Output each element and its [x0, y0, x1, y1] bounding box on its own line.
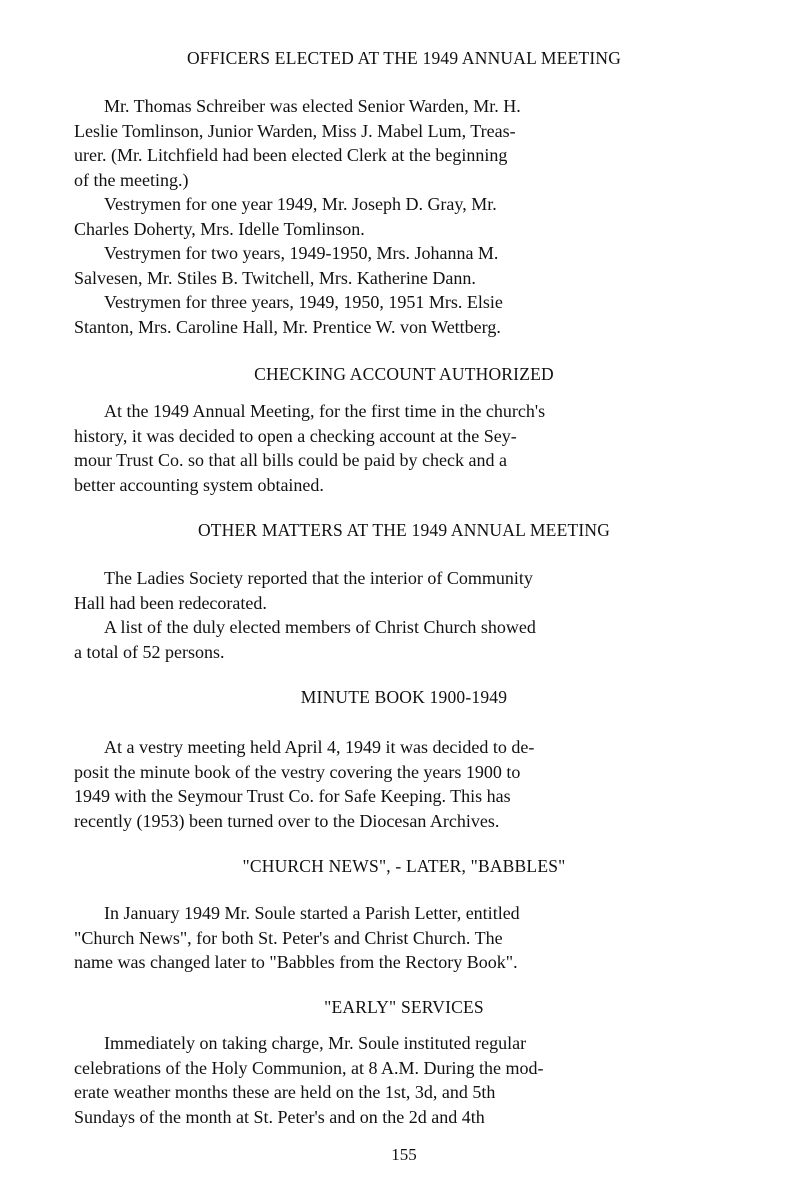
- section-heading-officers: OFFICERS ELECTED AT THE 1949 ANNUAL MEETING: [186, 48, 622, 68]
- text-line: A list of the duly elected members of Christ Church showed: [104, 617, 536, 637]
- text-line: Salvesen, Mr. Stiles B. Twitchell, Mrs. Katherine Dann.: [74, 267, 476, 288]
- section-heading-checking-account: CHECKING ACCOUNT AUTHORIZED: [254, 364, 554, 384]
- text-line: Hall had been redecorated.: [74, 592, 267, 613]
- text-line: better accounting system obtained.: [74, 474, 324, 495]
- section-body-other-matters: [74, 566, 734, 664]
- text-line: Vestrymen for one year 1949, Mr. Joseph D. Gray, Mr.: [104, 194, 497, 214]
- text-line: of the meeting.): [74, 169, 189, 190]
- text-line: posit the minute book of the vestry covering the years 1900 to: [74, 761, 521, 782]
- section-body-minute-book: [74, 735, 734, 833]
- section-body-early-services: [74, 1031, 734, 1129]
- text-line: erate weather months these are held on the 1st, 3d, and 5th: [74, 1082, 496, 1102]
- text-line: name was changed later to "Babbles from the Rectory Book".: [74, 952, 518, 972]
- document-page: [74, 0, 734, 1196]
- text-line: The Ladies Society reported that the interior of Community: [104, 568, 533, 588]
- section-heading-minute-book: MINUTE BOOK 1900-1949: [300, 687, 508, 707]
- section-heading-early-services: "EARLY" SERVICES: [324, 997, 484, 1017]
- text-line: a total of 52 persons.: [74, 641, 225, 662]
- section-body-officers: [74, 94, 734, 339]
- page-number: 155: [391, 1145, 417, 1164]
- text-line: mour Trust Co. so that all bills could be paid by check and a: [74, 450, 507, 470]
- text-line: Vestrymen for two years, 1949-1950, Mrs. Johanna M.: [104, 243, 499, 263]
- text-line: Charles Doherty, Mrs. Idelle Tomlinson.: [74, 218, 365, 239]
- text-line: Sundays of the month at St. Peter's and on the 2d and 4th: [74, 1106, 485, 1127]
- section-heading-church-news: "CHURCH NEWS", - LATER, "BABBLES": [242, 856, 566, 876]
- text-line: In January 1949 Mr. Soule started a Parish Letter, entitled: [104, 903, 520, 923]
- text-line: recently (1953) been turned over to the Diocesan Archives.: [74, 810, 500, 831]
- text-line: Leslie Tomlinson, Junior Warden, Miss J. Mabel Lum, Treas-: [74, 120, 516, 141]
- text-line: "Church News", for both St. Peter's and Christ Church. The: [74, 927, 503, 948]
- section-body-church-news: [74, 901, 734, 975]
- text-line: Mr. Thomas Schreiber was elected Senior Warden, Mr. H.: [104, 96, 521, 116]
- section-body-checking-account: [74, 399, 734, 497]
- text-line: 1949 with the Seymour Trust Co. for Safe Keeping. This has: [74, 786, 511, 806]
- text-line: Vestrymen for three years, 1949, 1950, 1951 Mrs. Elsie: [104, 292, 503, 312]
- text-line: Immediately on taking charge, Mr. Soule instituted regular: [104, 1033, 527, 1053]
- text-line: history, it was decided to open a checking account at the Sey-: [74, 425, 517, 446]
- text-line: celebrations of the Holy Communion, at 8 A.M. During the mod-: [74, 1057, 544, 1078]
- text-line: At the 1949 Annual Meeting, for the first time in the church's: [104, 401, 546, 421]
- text-line: Stanton, Mrs. Caroline Hall, Mr. Prentice W. von Wettberg.: [74, 316, 501, 337]
- section-heading-other-matters: OTHER MATTERS AT THE 1949 ANNUAL MEETING: [197, 520, 611, 540]
- text-line: At a vestry meeting held April 4, 1949 it was decided to de-: [104, 737, 535, 757]
- text-line: urer. (Mr. Litchfield had been elected Clerk at the beginning: [74, 145, 508, 165]
